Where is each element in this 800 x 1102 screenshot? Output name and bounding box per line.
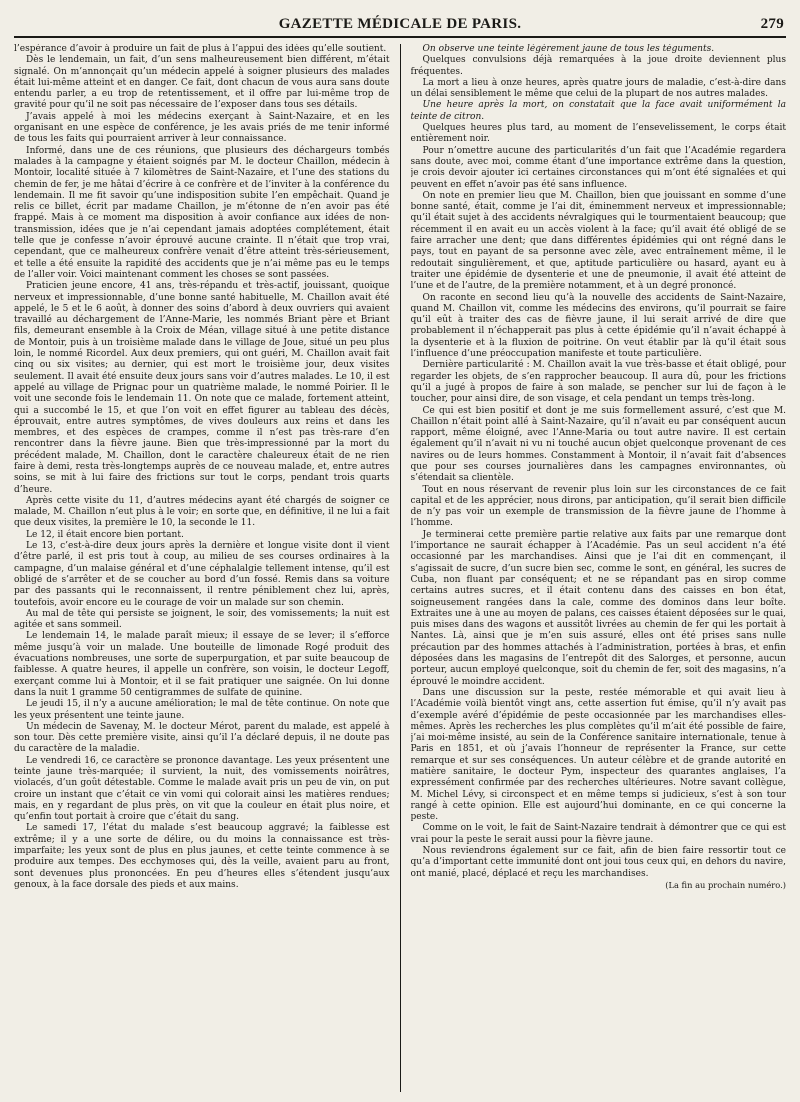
paragraph: La mort a lieu à onze heures, après quatre jours de maladie, c’est-à-dire dans un délai sensiblement le même que celui de la plupart de nos autres malades. [410, 77, 786, 100]
paragraph: J’avais appelé à moi les médecins exerçant à Saint-Nazaire, et en les organisant en une espèce de conférence, je les avais priés de me tenir informé de tous les faits qui pourraient arriver à leur connaissance. [14, 111, 390, 145]
paragraph: Le jeudi 15, il n’y a aucune amélioration; le mal de tête continue. On note que les yeux présentent une teinte jaune. [14, 699, 390, 721]
paragraph: Tout en nous réservant de revenir plus loin sur les circonstances de ce fait capital et de les apprécier, nous dirons, par anticipation, qu’il serait bien difficile de n’y pas voir un exemple de transmission de la fièvre jaune de l’homme à l’homme. [410, 484, 786, 529]
paragraph: Quelques heures plus tard, au moment de l’ensevelissement, le corps était entièrement noir. [410, 123, 786, 145]
paragraph: On observe une teinte légèrement jaune de tous les téguments. [422, 44, 715, 54]
paragraph: Le samedi 17, l’état du malade s’est beaucoup aggravé; la faiblesse est extrême; il y a une sorte de délire, ou du moins la connaissance est très-imparfaite; les yeux sont de plus en plus jaunes, et cette teinte commence à se produire aux tempes. Des ecchymoses qui, dès la veille, avaient paru au front, sont devenues plus prononcées. En peu d’heures elles s’étendent jusqu’aux genoux, à la face dorsale des pieds et aux mains. [14, 823, 390, 890]
page-number: 279 [760, 16, 784, 32]
column-divider [400, 44, 401, 1092]
paragraph: Une heure après la mort, on constatait que la face avait uniformément la teinte de citron. [410, 100, 786, 122]
paragraph: Informé, dans une de ces réunions, que plusieurs des déchargeurs tombés malades à la campagne y étaient soignés par M. le docteur Chaillon, médecin à Montoir, localité située à 7 kilomètres de Saint-Nazaire, et l’une des stations du chemin de fer, je me hâtai d’écrire à ce confrère et de l’inviter à la conférence du lendemain. Il me fit savoir qu’une indisposition subite l’en empêchait. Quand je relis ce billet, écrit par madame Chaillon, je m’étonne de n’en avoir pas été frappé. Mais à ce moment ma disposition à avoir confiance aux idées de non-transmission, idées que je n’ai cependant jamais adoptées complétement, était telle que je confesse n’avoir éprouvé aucune crainte. Il n’était que trop vrai, cependant, que ce malheureux confrère venait d’être atteint très-sérieusement, et telle a été ensuite la rapidité des accidents que je n’ai même pas eu le temps de l’aller voir. Voici maintenant comment les choses se sont passées. [14, 145, 390, 280]
left-column [14, 44, 390, 1092]
continuation-note: (La fin au prochain numéro.) [665, 879, 786, 890]
paragraph: l’espérance d’avoir à produire un fait de plus à l’appui des idées qu’elle soutient. [14, 44, 387, 54]
paragraph: Praticien jeune encore, 41 ans, très-répandu et très-actif, jouissant, quoique nerveux et impressionnable, d’une bonne santé habituelle, M. Chaillon avait été appelé, le 5 et le 6 août, à donner des soins d’abord à deux ouvriers qui avaient travaillé au déchargement de l’Anne-Marie, les nommés Briant père et Briant fils, demeurant ensemble à la Croix de Méan, village situé à une petite distance de Montoir, puis à un troisième malade dans le village de Joue, situé un peu plus loin, le nommé Ricordel. Aux deux premiers, qui ont guéri, M. Chaillon avait fait cinq ou six visites; au dernier, qui est mort le troisième jour, deux visites seulement. Il avait été ensuite deux jours sans voir d’autres malades. Le 10, il est appelé au village de Prignac pour un quatrième malade, le nommé Poirier. Il le voit une seconde fois le lendemain 11. On note que ce malade, fortement atteint, qui a succombé le 15, et que l’on voit en effet figurer au tableau des décès, éprouvait, entre autres symptômes, de vives douleurs aux reins et dans les membres, et des espèces de crampes, comme il n’est pas très-rare d’en rencontrer dans la fièvre jaune. Bien que très-impressionné par la mort du précédent malade, M. Chaillon, dont le caractère chaleureux était de ne rien faire à demi, resta très-longtemps auprès de ce nouveau malade, et, entre autres soins, se mit à lui faire des frictions sur tout le corps, pendant trois quarts d’heure. [14, 281, 390, 495]
paragraph: Dans une discussion sur la peste, restée mémorable et qui avait lieu à l’Académie voilà bientôt vingt ans, cette assertion fut émise, qu’il n’y avait pas d’exemple avéré d’épidémie de peste occasionnée par les marchandises elles-mêmes. Après les recherches les plus complètes qu’il m’ait été possible de faire, j’ai moi-même insisté, au sein de la Conférence sanitaire internationale, tenue à Paris en 1851, et où j’avais l’honneur de représenter la France, sur cette remarque et sur ses conséquences. Un auteur célèbre et de grande autorité en matière sanitaire, le docteur Pym, inspecteur des quarantes anglaises, l’a expressément confirmée par des recherches ultérieures. Notre savant collègue, M. Michel Lévy, si circonspect et en même temps si judicieux, s’est à son tour rangé à cette opinion. Elle est aujourd’hui dominante, en ce qui concerne la peste. [410, 687, 786, 823]
paragraph: Dès le lendemain, un fait, d’un sens malheureusement bien différent, m’était signalé. On m’annonçait qu’un médecin appelé à soigner plusieurs des malades était lui-même atteint et en danger. Ce fait, dont chacun de vous aura sans doute entendu parler, a eu trop de retentissement, et il offre par lui-même trop de gravité pour qu’il ne soit pas nécessaire de l’exposer dans tous ses détails. [14, 55, 390, 111]
paragraph: Pour n’omettre aucune des particularités d’un fait que l’Académie regardera sans doute, avec moi, comme étant d’une importance extrême dans la question, je crois devoir ajouter ici certaines circonstances qui m’ont été signalées et qui peuvent en effet n’avoir pas été sans influence. [410, 145, 786, 190]
paragraph: Après cette visite du 11, d’autres médecins ayant été chargés de soigner ce malade, M. Chaillon n’eut plus à le voir; en sorte que, en définitive, il ne lui a fait que deux visites, la première le 10, la seconde le 11. [14, 495, 390, 529]
paragraph: Comme on le voit, le fait de Saint-Nazaire tendrait à démontrer que ce qui est vrai pour la peste le serait aussi pour la fièvre jaune. [410, 823, 786, 845]
paragraph: On note en premier lieu que M. Chaillon, bien que jouissant en somme d’une bonne santé, était, comme je l’ai dit, éminemment nerveux et impressionnable; qu’il était sujet à des accidents névralgiques qui le tourmentaient beaucoup; que récemment il en avait eu un accès violent à la face; qu’il avait été obligé de se faire arracher une dent; que dans différentes épidémies qui ont régné dans le pays, tout en payant de sa personne avec zèle, avec entraînement même, il le redoutait singulièrement, et que, aptitude particulière ou hasard, ayant eu à traiter une épidémie de dysenterie et une de pneumonie, il avait été atteint de l’une et de l’autre, de la première notamment, et à un degré prononcé. [410, 190, 786, 292]
paragraph: Le 13, c’est-à-dire deux jours après la dernière et longue visite dont il vient d’être parlé, il est pris tout à coup, au milieu de ses courses ordinaires à la campagne, d’un malaise général et d’une céphalalgie tellement intense, qu’il est obligé de s’arrêter et de se coucher au bord d’un fossé. Remis dans sa voiture par des passants qui le reconnaissent, il rentre péniblement chez lui, après, toutefois, avoir encore eu le courage de voir un malade sur son chemin. [14, 541, 390, 608]
paragraph: On raconte en second lieu qu’à la nouvelle des accidents de Saint-Nazaire, quand M. Chaillon vit, comme les médecins des environs, qu’il pourrait se faire qu’il eût à traiter des cas de fièvre jaune, il lui serait arrivé de dire que probablement il n’échapperait pas plus à cette épidémie qu’il n’avait échappé à la dysenterie et à la fluxion de poitrine. On veut établir par là qu’il était sous l’influence d’une préoccupation manifeste et toute particulière. [410, 292, 786, 360]
paragraph: Au mal de tête qui persiste se joignent, le soir, des vomissements; la nuit est agitée et sans sommeil. [14, 608, 390, 631]
paragraph: Le vendredi 16, ce caractère se prononce davantage. Les yeux présentent une teinte jaune très-marquée; il survient, la nuit, des vomissements noirâtres, violacés, d’un goût détestable. Comme le malade avait pris un peu de vin, on put croire un instant que c’était ce vin vomi qui colorait ainsi les matières rendues; mais, en y regardant de plus près, on vit que la couleur en était plus noire, et qu’enfin tout portait à croire que c’était du sang. [14, 755, 390, 823]
paragraph: Le 12, il était encore bien portant. [26, 529, 184, 540]
journal-title: GAZETTE MÉDICALE DE PARIS. [278, 16, 522, 32]
paragraph: Le lendemain 14, le malade paraît mieux; il essaye de se lever; il s’efforce même jusqu’à voir un malade. Une bouteille de limonade Rogé produit des évacuations nombreuses, une sorte de superpurgation, et par suite beaucoup de faiblesse. A quatre heures, il appelle un confrère, son voisin, le docteur Legoff, exerçant comme lui à Montoir, et il se fait pratiquer une saignée. On lui donne dans la nuit 1 gramme 50 centigrammes de sulfate de quinine. [14, 631, 390, 698]
paragraph: Un médecin de Savenay, M. le docteur Mérot, parent du malade, est appelé à son tour. Dès cette première visite, ainsi qu’il l’a déclaré depuis, il ne doute pas du caractère de la maladie. [14, 721, 390, 755]
page-header [14, 14, 786, 38]
right-column [411, 44, 787, 1092]
paragraph: Dernière particularité : M. Chaillon avait la vue très-basse et était obligé, pour regarder les objets, de s’en rapprocher beaucoup. Il aura dû, pour les frictions qu’il a jugé à propos de faire à son malade, se pencher sur lui de façon à le toucher, pour ainsi dire, de son visage, et cela pendant un temps très-long. [410, 360, 786, 405]
paragraph: Nous reviendrons également sur ce fait, afin de bien faire ressortir tout ce qu’a d’important cette immunité dont ont joui tous ceux qui, en dehors du navire, ont manié, placé, déplacé et reçu les marchandises. [410, 846, 786, 879]
paragraph: Je terminerai cette première partie relative aux faits par une remarque dont l’importance ne saurait échapper à l’Académie. Pas un seul accident n’a été occasionné par les marchandises. Ainsi que je l’ai dit en commençant, il s’agissait de sucre, d’un sucre bien sec, comme le sont, en général, les sucres de Cuba, non fluant par conséquent; et ne se répandant pas en sirop comme certains autres sucres, et il était contenu dans des caisses en bon état, soigneusement rangées dans la cale, comme des dominos dans leur boîte. Extraites une à une au moyen de palans, ces caisses étaient déposées sur le quai, puis mises dans des wagons et aussitôt livrées au chemin de fer qui les portait à Nantes. Là, ainsi que je m’en suis assuré, elles ont été prises sans nulle précaution par des hommes attachés à l’administration, portées à bras, et enfin déposées dans les magasins de l’entrepôt dit des Salorges, et personne, aucun porteur, aucun employé quelconque, soit du chemin de fer, soit des magasins, n’a éprouvé le moindre accident. [410, 529, 786, 687]
paragraph: Ce qui est bien positif et dont je me suis formellement assuré, c’est que M. Chaillon n’était point allé à Saint-Nazaire, qu’il n’avait eu par conséquent aucun rapport, même éloigné, avec l’Anne-Maria ou tout autre navire. Il est certain également qu’il n’avait ni vu ni touché aucun objet quelconque provenant de ces navires ou de leurs hommes. Constamment à Montoir, il n’avait fait d’absences que pour ses courses journalières dans les campagnes environnantes, où s’étendait sa clientèle. [410, 405, 786, 484]
article-body [14, 44, 786, 1092]
paragraph: Quelques convulsions déjà remarquées à la joue droite deviennent plus fréquentes. [410, 55, 786, 77]
